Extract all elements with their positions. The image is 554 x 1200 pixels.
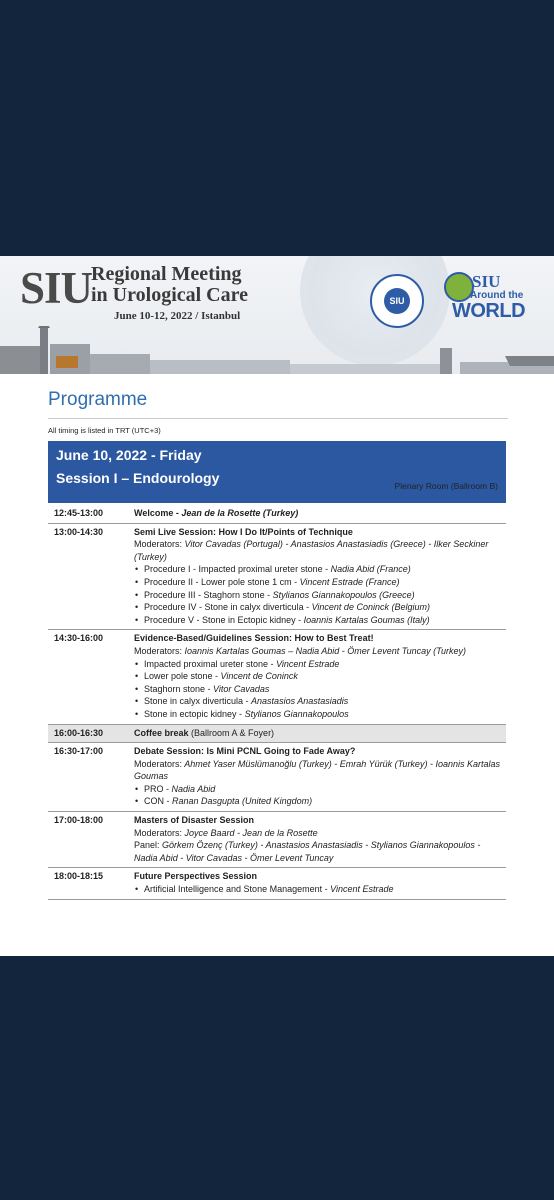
list-item [134,614,506,627]
row-title: Welcome - [134,508,179,518]
session-title: Session I – Endourology [56,470,220,486]
item-speaker: Anastasios Anastasiadis [251,696,349,707]
session-date: June 10, 2022 - Friday [56,447,202,463]
row-title: Future Perspectives Session [134,871,258,882]
item-topic: Stone in ectopic kidney - [144,708,245,719]
row-title: Semi Live Session: How I Do It/Points of Technique [134,526,353,537]
moderators-names: Ioannis Kartalas Goumas – Nadia Abid - Ömer Levent Tuncay (Turkey) [182,645,466,656]
item-speaker: Nadia Abid [171,783,216,794]
item-speaker: Vincent Estrade (France) [299,576,400,587]
list-item [134,589,506,602]
row-title: Evidence-Based/Guidelines Session: How to Best Treat! [134,633,374,644]
row-items [134,783,506,808]
item-speaker: Vincent de Coninck [220,671,298,682]
row-title-rest: Jean de la Rosette (Turkey) [178,508,299,518]
programme-document [0,256,554,956]
atw-logo-siu: SIU [472,272,501,291]
list-item [134,683,506,696]
meeting-dates: June 10-12, 2022 / Istanbul [114,310,241,322]
siu-logo-text: SIU [20,263,93,313]
row-items [134,563,506,626]
row-title: Coffee break [134,727,189,738]
timing-note: All timing is listed in TRT (UTC+3) [48,426,161,435]
item-topic: Procedure II - Lower pole stone 1 cm - [144,576,300,587]
row-content [134,505,506,523]
row-title: Masters of Disaster Session [134,815,255,826]
item-topic: PRO - [144,783,172,794]
moderators-label: Moderators: [134,645,183,656]
siu-seal-logo [370,274,424,328]
list-item [134,563,506,576]
list-item [134,883,506,896]
list-item [134,795,506,808]
table-row [48,630,506,724]
row-content [134,724,506,743]
item-topic: Artificial Intelligence and Stone Management - [144,884,331,895]
item-topic: CON - [144,796,172,807]
row-content [134,523,506,630]
item-topic: Stone in calyx diverticula - [144,696,252,707]
atw-logo-world: WORLD [452,300,526,322]
row-content [134,743,506,812]
list-item [134,695,506,708]
row-moderators [134,645,506,658]
list-item [134,601,506,614]
item-topic: Lower pole stone - [144,671,221,682]
row-content [134,868,506,899]
programme-heading: Programme [48,389,148,410]
table-row [48,812,506,868]
row-moderators [134,827,506,840]
item-topic: Impacted proximal ureter stone - [144,658,277,669]
row-time: 16:00-16:30 [48,724,134,743]
list-item [134,576,506,589]
table-row [48,505,506,523]
row-time: 16:30-17:00 [48,743,134,812]
session-room: Plenary Room (Ballroom B) [394,481,498,491]
table-row-break [48,724,506,743]
table-row [48,523,506,630]
meeting-title [91,264,248,306]
row-panel [134,839,506,864]
heading-divider [48,418,508,419]
item-speaker: Vincent de Coninck (Belgium) [311,602,430,613]
moderators-names: Ahmet Yaser Müslümanoğlu (Turkey) - Emrah Yürük (Turkey) - Ioannis Kartalas Goumas [134,758,500,782]
siu-around-the-world-logo [440,270,544,326]
row-title: Debate Session: Is Mini PCNL Going to Fade Away? [134,746,356,757]
item-speaker: Nadia Abid (France) [330,564,411,575]
row-time: 14:30-16:00 [48,630,134,724]
session-header [48,441,506,503]
item-topic: Procedure I - Impacted proximal ureter stone - [144,564,331,575]
moderators-names: Joyce Baard - Jean de la Rosette [182,827,318,838]
list-item [134,658,506,671]
item-topic: Procedure IV - Stone in calyx diverticula - [144,602,312,613]
istanbul-skyline-graphic [0,326,554,374]
row-content [134,630,506,724]
schedule-table [48,505,506,900]
meeting-title-line1: Regional Meeting [91,263,242,285]
item-speaker: Vincent Estrade [276,658,340,669]
table-row [48,868,506,899]
moderators-names: Vitor Cavadas (Portugal) - Anastasios Anastasiadis (Greece) - Ilker Seckiner (Turkey) [134,539,489,562]
item-speaker: Ioannis Kartalas Goumas (Italy) [303,614,430,625]
meeting-banner [0,256,554,374]
moderators-label: Moderators: [134,827,183,838]
item-speaker: Vincent Estrade [330,884,394,895]
row-items [134,658,506,721]
moderators-label: Moderators: [134,758,183,769]
item-topic: Procedure III - Staghorn stone - [144,589,273,600]
panel-names: Görkem Özenç (Turkey) - Anastasios Anastasiadis - Stylianos Giannakopoulos - Nadia Abid - Vitor Cavadas - Ömer Levent Tuncay [134,840,481,863]
row-time: 12:45-13:00 [48,505,134,523]
item-speaker: Ranan Dasgupta (United Kingdom) [172,796,313,807]
row-title-rest: (Ballroom A & Foyer) [188,727,275,738]
row-moderators [134,758,506,783]
list-item [134,670,506,683]
row-items [134,883,506,896]
seal-inner-text: SIU [384,288,410,314]
item-topic: Procedure V - Stone in Ectopic kidney - [144,614,304,625]
row-time: 17:00-18:00 [48,812,134,868]
item-speaker: Stylianos Giannakopoulos [244,708,349,719]
row-time: 18:00-18:15 [48,868,134,899]
list-item [134,783,506,796]
row-moderators [134,538,506,563]
table-row [48,743,506,812]
item-topic: Staghorn stone - [144,683,214,694]
atw-logo-around: Around the [470,290,524,301]
item-speaker: Vitor Cavadas [213,683,270,694]
meeting-title-line2: in Urological Care [91,284,249,306]
item-speaker: Stylianos Giannakopoulos (Greece) [272,589,415,600]
row-content [134,812,506,868]
panel-label: Panel: [134,840,160,851]
moderators-label: Moderators: [134,539,183,550]
list-item [134,708,506,721]
row-time: 13:00-14:30 [48,523,134,630]
